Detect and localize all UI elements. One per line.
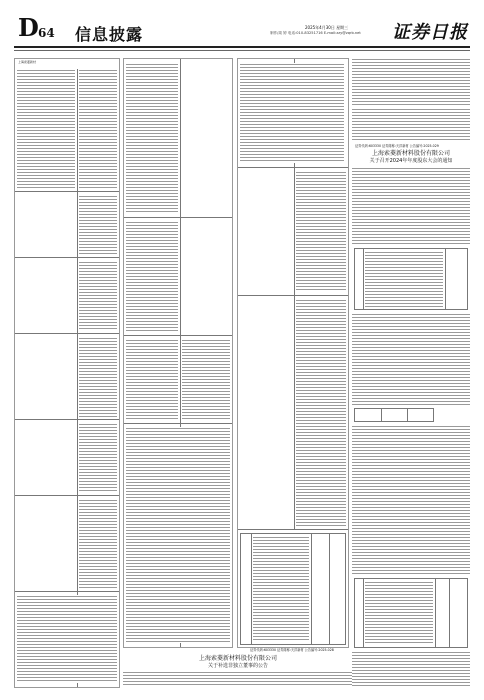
vote-table — [240, 533, 346, 645]
table-text — [126, 221, 178, 331]
table-text — [79, 69, 117, 189]
table-text — [79, 499, 117, 589]
table-text — [79, 337, 117, 417]
masthead-rule — [14, 46, 470, 48]
table-text — [79, 195, 117, 255]
notice-text — [352, 313, 470, 405]
notice1-company: 上海索菱新材料股份有限公司 — [371, 150, 450, 157]
section-title: 信息披露 — [75, 25, 144, 44]
column-3-table — [237, 58, 349, 648]
table-text — [182, 339, 230, 419]
notice1-stock-info: 证券代码:603330 证券简称:天洋新材 公告编号:2025-029 — [355, 144, 439, 148]
table-text — [296, 299, 346, 527]
notice-text — [352, 58, 470, 106]
table-text — [240, 63, 344, 163]
editors-line: 制作/周 婷 电话:010-83251716 E-mail:zzy@zqrb.net — [270, 31, 361, 35]
proposal-table — [354, 248, 468, 310]
notice-text — [352, 167, 470, 245]
page-number: 64 — [38, 26, 55, 40]
column-1-heading: 上海索菱新材 — [18, 60, 37, 64]
table-text — [17, 69, 75, 189]
column-1-table — [14, 58, 120, 688]
notice-text — [352, 425, 470, 575]
table-text — [17, 595, 117, 683]
table-text — [126, 63, 178, 213]
notice2-stock-info: 证券代码:603330 证券简称:天洋新材 公告编号:2025-028 — [250, 648, 334, 652]
page-letter: D — [18, 13, 39, 42]
table-text — [126, 427, 230, 643]
table-text — [126, 339, 178, 419]
notice2-body — [123, 671, 353, 687]
notice-text — [352, 108, 470, 142]
brand-logo: 证券日报 — [392, 22, 468, 43]
table-text — [296, 171, 346, 291]
notice2-title: 关于补选非独立董事的公告 — [207, 663, 268, 669]
date-line: 2025年4月30日 星期三 — [305, 25, 349, 30]
masthead — [0, 0, 484, 46]
column-2-table — [123, 58, 233, 648]
table-text — [79, 423, 117, 493]
masthead-rule-thin — [14, 50, 470, 51]
table-text — [79, 261, 117, 331]
notice1-title: 关于召开2024年年度股东大会的通知 — [369, 158, 453, 164]
registration-table — [354, 408, 434, 422]
notice-text — [352, 651, 470, 687]
proxy-table — [354, 578, 468, 648]
notice2-company: 上海索菱新材料股份有限公司 — [198, 655, 277, 662]
